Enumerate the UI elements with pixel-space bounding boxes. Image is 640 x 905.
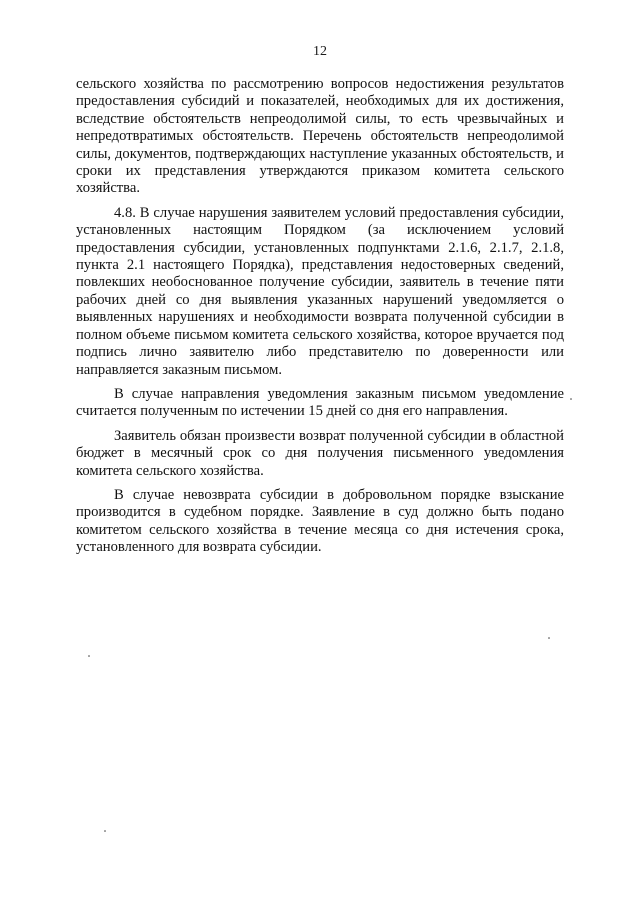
document-body [76, 76, 564, 564]
page-number: 12 [313, 44, 327, 59]
scan-speck [570, 398, 572, 400]
paragraph-refund-obligation: Заявитель обязан произвести возврат полученной субсидии в областной бюджет в месячный срок со дня получения письменного уведомления комитета сельского хозяйства. [76, 427, 564, 479]
paragraph-court-recovery: В случае невозврата субсидии в добровольном порядке взыскание производится в судебном порядке. Заявление в суд должно быть подано комитетом сельского хозяйства в течение месяца со дня истечения срока, установленного для возврата субсидии. [76, 486, 564, 556]
paragraph-registered-letter: В случае направления уведомления заказным письмом уведомление считается полученным по истечении 15 дней со дня его направления. [76, 385, 564, 420]
scan-speck [548, 637, 550, 639]
scan-speck [104, 830, 106, 832]
paragraph-continuation: сельского хозяйства по рассмотрению вопросов недостижения результатов предоставления субсидий и показателей, необходимых для их достижения, вследствие обстоятельств непреодолимой силы, то есть чрезвычайных и непредотвратимых обстоятельств. Перечень обстоятельств непреодолимой силы, документов, подтверждающих наступление указанных обстоятельств, и сроки их представления утверждаются приказом комитета сельского хозяйства. [76, 76, 564, 197]
scan-speck [88, 655, 90, 657]
paragraph-clause-4-8: 4.8. В случае нарушения заявителем условий предоставления субсидии, установленных настоящим Порядком (за исключением условий предоставления субсидии, установленных подпунктами 2.1.6, 2.1.7, 2.1.8, пункта 2.1 настоящего Порядка), представления недостоверных сведений, повлекших необоснованное получение субсидии, заявитель в течение пяти рабочих дней со дня выявления указанных нарушений уведомляется о выявленных нарушениях и необходимости возврата полученной субсидии в полном объеме письмом комитета сельского хозяйства, которое вручается под подпись лично заявителю либо представителю по доверенности или направляется заказным письмом. [76, 204, 564, 378]
